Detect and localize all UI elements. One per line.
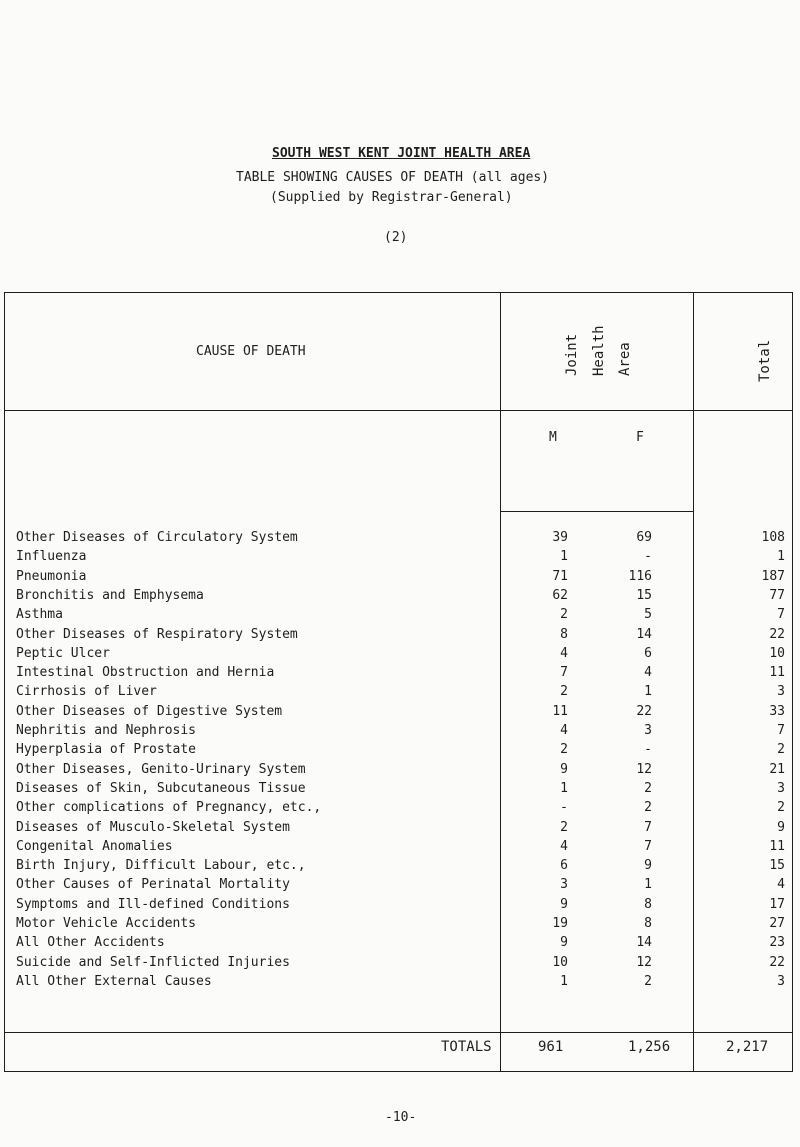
table-row [0, 569, 800, 588]
female-count-cell: 9 [644, 858, 652, 874]
total-count-cell: 3 [777, 780, 785, 796]
table-row [0, 607, 800, 626]
cause-cell: Other complications of Pregnancy, etc., [16, 800, 322, 816]
male-count-cell: 39 [552, 530, 568, 545]
total-count-cell: 108 [761, 530, 785, 545]
page-number: -10- [385, 1110, 417, 1125]
female-count-cell: 15 [636, 587, 652, 603]
cause-cell: Other Diseases of Circulatory System [16, 530, 298, 545]
male-count-cell: - [560, 800, 568, 816]
table-row [0, 549, 800, 568]
male-count-cell: 9 [560, 896, 568, 912]
cause-cell: Intestinal Obstruction and Hernia [16, 665, 275, 681]
section-number: (2) [384, 230, 408, 245]
male-count-cell: 1 [560, 549, 568, 565]
female-count-cell: 7 [644, 838, 652, 854]
female-count-cell: 8 [644, 896, 652, 912]
female-count-cell: 5 [644, 607, 652, 623]
totals-female: 1,256 [628, 1039, 671, 1055]
cause-cell: Other Diseases, Genito-Urinary System [16, 761, 306, 777]
total-count-cell: 11 [769, 838, 785, 854]
table-row [0, 530, 800, 549]
female-count-cell: 1 [644, 684, 652, 700]
cause-cell: Influenza [16, 549, 87, 565]
joint-header-line3: Area [617, 342, 633, 376]
table-row [0, 646, 800, 665]
table-row [0, 858, 800, 877]
table-row [0, 627, 800, 646]
female-count-cell: 7 [644, 819, 652, 835]
male-count-cell: 1 [560, 973, 568, 989]
male-count-cell: 2 [560, 742, 568, 758]
total-count-cell: 77 [769, 587, 785, 603]
table-row [0, 704, 800, 723]
female-count-cell: 2 [644, 780, 652, 796]
table-row [0, 916, 800, 935]
total-count-cell: 4 [777, 877, 785, 893]
table-row [0, 935, 800, 954]
total-count-cell: 2 [777, 800, 785, 816]
cause-cell: Nephritis and Nephrosis [16, 723, 197, 738]
female-count-cell: 4 [644, 665, 652, 681]
table-row [0, 800, 800, 819]
cause-cell: Suicide and Self-Inflicted Injuries [16, 954, 290, 970]
female-count-cell: 8 [644, 916, 652, 931]
total-count-cell: 17 [769, 896, 785, 912]
total-count-cell: 33 [769, 703, 785, 719]
male-count-cell: 71 [552, 568, 568, 584]
cause-cell: Diseases of Musculo-Skeletal System [16, 819, 290, 835]
cause-cell: Other Diseases of Respiratory System [16, 626, 298, 642]
cause-cell: Pneumonia [16, 568, 87, 584]
totals-male: 961 [538, 1039, 564, 1055]
cause-cell: Other Causes of Perinatal Mortality [16, 877, 290, 893]
male-count-cell: 2 [560, 684, 568, 700]
female-count-cell: 12 [636, 954, 652, 970]
total-count-cell: 10 [769, 645, 785, 661]
table-top-rule [4, 292, 793, 293]
total-count-cell: 3 [777, 973, 785, 989]
table-row [0, 820, 800, 839]
cause-cell: All Other Accidents [16, 935, 165, 951]
female-count-cell: 6 [644, 645, 652, 661]
table-row [0, 955, 800, 974]
cause-cell: All Other External Causes [16, 973, 212, 989]
male-count-cell: 6 [560, 858, 568, 874]
male-count-cell: 8 [560, 626, 568, 642]
male-count-cell: 9 [560, 935, 568, 951]
male-count-cell: 4 [560, 723, 568, 738]
table-row [0, 742, 800, 761]
cause-cell: Peptic Ulcer [16, 645, 110, 661]
total-count-cell: 7 [777, 723, 785, 738]
table-subtitle: TABLE SHOWING CAUSES OF DEATH (all ages) [236, 170, 550, 185]
cause-cell: Bronchitis and Emphysema [16, 587, 204, 603]
male-count-cell: 9 [560, 761, 568, 777]
table-row [0, 877, 800, 896]
cause-cell: Symptoms and Ill-defined Conditions [16, 896, 290, 912]
source-note: (Supplied by Registrar-General) [270, 190, 513, 205]
total-count-cell: 1 [777, 549, 785, 565]
table-row [0, 684, 800, 703]
total-count-cell: 27 [769, 916, 785, 931]
totals-total: 2,217 [726, 1039, 769, 1055]
total-count-cell: 187 [761, 568, 785, 584]
female-count-cell: 2 [644, 973, 652, 989]
cause-cell: Cirrhosis of Liver [16, 684, 157, 700]
cause-column-header: CAUSE OF DEATH [196, 344, 306, 359]
female-count-cell: - [644, 549, 652, 565]
female-count-cell: 69 [636, 530, 652, 545]
table-row [0, 897, 800, 916]
female-count-cell: 116 [628, 568, 652, 584]
cause-cell: Congenital Anomalies [16, 838, 173, 854]
cause-cell: Diseases of Skin, Subcutaneous Tissue [16, 780, 306, 796]
total-column-header: Total [757, 339, 773, 382]
mf-subheader-rule [500, 511, 693, 512]
cause-cell: Birth Injury, Difficult Labour, etc., [16, 858, 306, 874]
cause-cell: Other Diseases of Digestive System [16, 703, 283, 719]
male-count-cell: 1 [560, 780, 568, 796]
table-row [0, 588, 800, 607]
male-count-cell: 2 [560, 819, 568, 835]
total-count-cell: 3 [777, 684, 785, 700]
table-bottom-rule [4, 1071, 793, 1072]
total-count-cell: 7 [777, 607, 785, 623]
male-count-cell: 2 [560, 607, 568, 623]
totals-label: TOTALS [441, 1039, 492, 1055]
male-count-cell: 4 [560, 645, 568, 661]
table-row [0, 665, 800, 684]
header-bottom-rule [4, 410, 793, 411]
total-count-cell: 11 [769, 665, 785, 681]
cause-cell: Hyperplasia of Prostate [16, 742, 197, 758]
total-count-cell: 22 [769, 626, 785, 642]
joint-header-line1: Joint [564, 333, 580, 376]
female-count-cell: 2 [644, 800, 652, 816]
cause-cell: Motor Vehicle Accidents [16, 916, 197, 931]
table-row [0, 723, 800, 742]
total-count-cell: 9 [777, 819, 785, 835]
cause-cell: Asthma [16, 607, 63, 623]
table-row [0, 762, 800, 781]
male-column-header: M [549, 430, 557, 445]
male-count-cell: 11 [552, 703, 568, 719]
document-title: SOUTH WEST KENT JOINT HEALTH AREA [272, 146, 531, 161]
male-count-cell: 10 [552, 954, 568, 970]
female-count-cell: 14 [636, 626, 652, 642]
male-count-cell: 62 [552, 587, 568, 603]
total-count-cell: 23 [769, 935, 785, 951]
male-count-cell: 19 [552, 916, 568, 931]
table-row [0, 781, 800, 800]
male-count-cell: 3 [560, 877, 568, 893]
joint-header-line2: Health [591, 325, 607, 376]
female-column-header: F [636, 430, 644, 445]
female-count-cell: 22 [636, 703, 652, 719]
total-count-cell: 15 [769, 858, 785, 874]
male-count-cell: 7 [560, 665, 568, 681]
female-count-cell: 12 [636, 761, 652, 777]
male-count-cell: 4 [560, 838, 568, 854]
total-count-cell: 21 [769, 761, 785, 777]
female-count-cell: - [644, 742, 652, 758]
table-row [0, 839, 800, 858]
female-count-cell: 14 [636, 935, 652, 951]
total-count-cell: 2 [777, 742, 785, 758]
total-count-cell: 22 [769, 954, 785, 970]
female-count-cell: 1 [644, 877, 652, 893]
totals-top-rule [4, 1032, 793, 1033]
table-row [0, 974, 800, 993]
female-count-cell: 3 [644, 723, 652, 738]
